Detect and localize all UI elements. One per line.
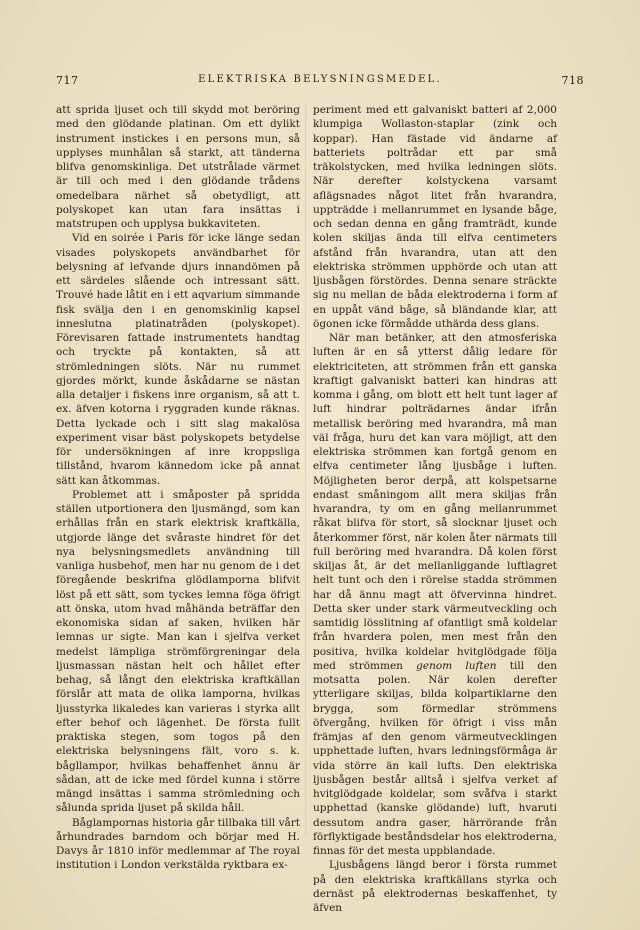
right-column [313, 103, 557, 915]
column-gutter [305, 102, 306, 837]
paragraph-text: till den motsatta polen. När kolen derefter ytterligare skiljas, bilda kolpartiklarne den brygga, som förmedlar strömmens öfvergång, hvilken för öfrigt i viss mån främjas af den genom värmeutvecklingen upphettade luften, hvars ledningsförmåga är vida större än kall lufts. Den elektriska ljusbågen består alltså i sjelfva verket af hvitglödgade koldelar, som svåfva i starkt upphettad (kanske glödande) luft, hvaruti dessutom andra gaser, härrörande från förflyktigade beståndsdelar hos elektroderna, finnas för det mesta uppblandade. [313, 659, 557, 857]
page-number-left: 717 [56, 74, 79, 87]
paragraph [313, 331, 557, 858]
paragraph: Båglampornas historia går tillbaka till vårt århundrades barndom och börjar med H. Davys år 1810 inför medlemmar af The royal institution i London verkstälda ryktbara ex- [56, 816, 300, 872]
left-column [56, 103, 300, 873]
paragraph: periment med ett galvaniskt batteri af 2,000 klumpiga Wollaston-staplar (zink och koppar). Han fästade vid ändarne af batteriets poltrådar ett par små träkolstycken, med hvilka ledningen slöts. När derefter kolstyckena varsamt aflägsnades något litet från hvarandra, uppträdde i mellanrummet en lysande båge, och sedan denna en gång framträdt, kunde kolen skiljas ända till elfva centimeters afstånd från hvarandra, utan att den elektriska strömmen upphörde och utan att ljusbågen förstördes. Denna senare sträckte sig nu mellan de båda elektroderna i form af en uppåt vänd båge, så bländande klar, att ögonen icke förmådde uthärda dess glans. [313, 104, 557, 330]
paragraph-text: När man betänker, att den atmosferiska luften är en så ytterst dålig ledare för elektriciteten, att strömmen från ett ganska kraftigt galvaniskt batteri kan hindras att komma i gång, om blott ett helt tunt lager af luft hindrar polträdarnes ändar ifrån metallisk beröring med hvarandra, må man väl fråga, huru det kan vara möjligt, att den elektriska strömmen kan fortgå genom en elfva centimeter lång ljusbåge i luften. Möjligheten beror derpå, att kolspetsarne endast småningom allt mera skiljas från hvarandra, ty om en gång mellanrummet råkat blifva för stort, så slocknar ljuset och återkommer först, när kolen åter närmats till full beröring med hvarandra. Då kolen först skiljas åt, är det mellanliggande luftlagret helt tunt och den i rörelse stadda strömmen har då ännu magt att öfvervinna hindret. Detta sker under stark värmeutveckling och samtidig lösslitning af ofantligt små koldelar från hvardera polen, men mest från den positiva, hvilka koldelar hvitglödgade följa med strömmen [313, 332, 557, 672]
emphasis-text: genom luften [416, 659, 497, 672]
paragraph: att sprida ljuset och till skydd mot beröring med den glödande platinan. Om ett dylikt instrument instickes i en persons mun, så upplyses munhålan så starkt, att tänderna blifva genomskinliga. Det utstrålade värmet är till och med i den glödande trådens omedelbara närhet så obetydligt, att polyskopet kan utan fara insättas i matstrupen och upplysa bukkaviteten. [56, 104, 300, 230]
running-title: ELEKTRISKA BELYSNINGSMEDEL. [198, 74, 442, 85]
paragraph: Ljusbågens längd beror i första rummet på den elektriska kraftkällans styrka och dernäst på elektrodernas beskaffenhet, ty äfven [313, 859, 557, 914]
paragraph: Problemet att i småposter på spridda ställen utportionera den ljusmängd, som kan erhållas från en stark elektrisk kraftkälla, utgjorde länge det svåraste hindret för det nya belysningsmedlets användning till vanliga husbehof, men har nu genom de i det föregående beskrifna glödlamporna blifvit löst på ett sätt, som tyckes lemna föga öfrigt att önska, utom hvad måhända beträffar den ekonomiska sidan af saken, hvilken här lemnas ur sigte. Man kan i sjelfva verket medelst lämpliga strömförgreningar dela ljusmassan nästan helt och hållet efter behag, så långt den elektriska kraftkällan förslår att mata de olika lamporna, hvilkas ljusstyrka likaledes kan varieras i styrka allt efter behof och lägenhet. De första fullt praktiska stegen, som togos på den elektriska belysningens fält, voro s. k. bågllampor, hvilkas behaffenhet ännu är sådan, att de icke med fördel kunna i större mängd insättas i samma strömledning och sålunda sprida ljuset på skilda håll. [56, 488, 300, 815]
running-header [56, 74, 584, 90]
page-number-right: 718 [561, 74, 584, 87]
paragraph: Vid en soirée i Paris för icke länge sedan visades polyskopets användbarhet för belysning af lefvande djurs innandömen på ett särdeles slående och intressant sätt. Trouvé hade låtit en i ett aqvarium simmande fisk svälja den i en genomskinlig kapsel inneslutna platinatråden (polyskopet). Förevisaren fattade instrumentets handtag och tryckte på kontakten, så att strömledningen slöts. När nu rummet gjordes mörkt, kunde åskådarne se nästan alla detaljer i fiskens inre organism, så att t. ex. äfven kotorna i ryggraden kunde räknas. Detta lyckade och i sitt slag makalösa experiment visar bäst polyskopets betydelse för undersökningen af inre kroppsliga tillstånd, hvarom kännedom icke på annat sätt kan åtkommas. [56, 232, 300, 487]
